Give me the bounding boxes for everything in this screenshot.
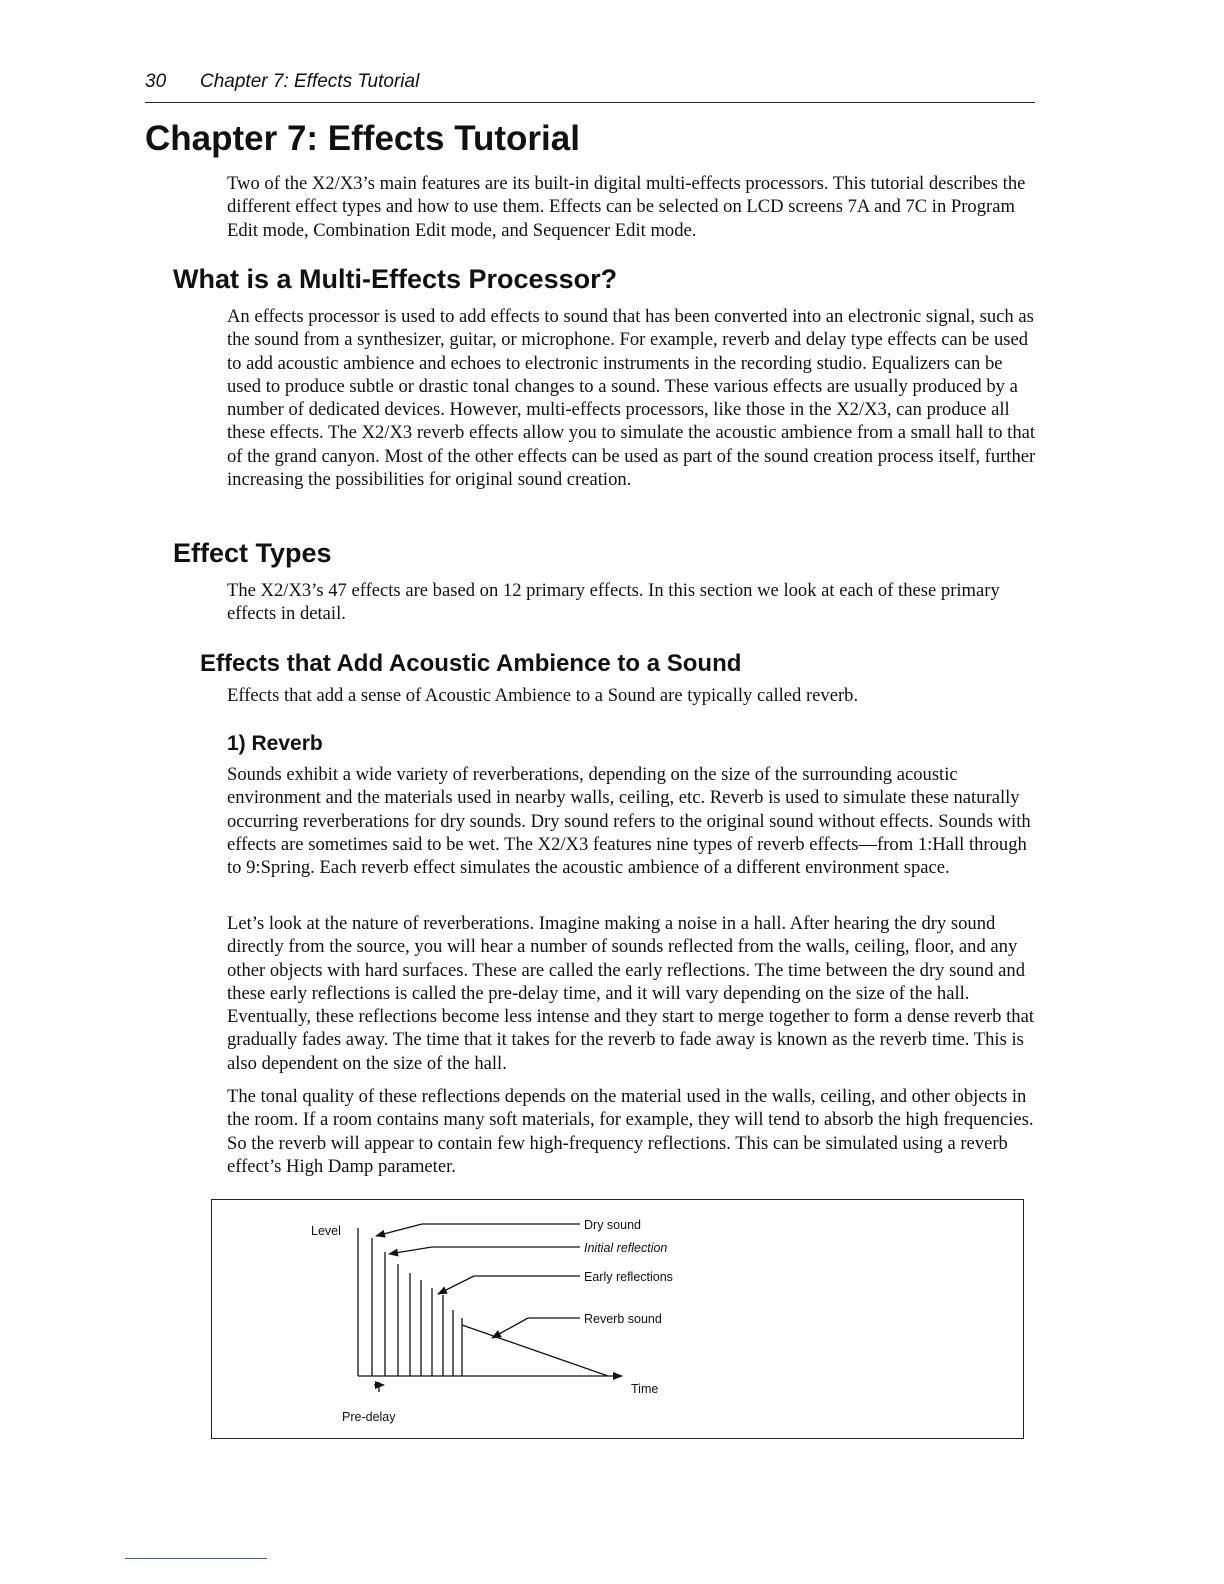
footer-rule — [125, 1558, 267, 1559]
label-early-reflections: Early reflections — [584, 1270, 673, 1284]
early-reflections-pointer — [438, 1276, 474, 1294]
reverb-paragraph-2: Let’s look at the nature of reverberations. Imagine making a noise in a hall. After hearing the dry sound directly from the source, you will hear a number of sounds reflected from the walls, ceiling, floor, and any other objects with hard surfaces. These are called the early reflections. The time between the dry sound and these early reflections is called the pre-delay time, and it will vary depending on the size of the hall. Eventually, these reflections become less intense and they start to merge together to form a dense reverb that gradually fades away. The time that it takes for the reverb to fade away is known as the reverb time. This is also dependent on the size of the hall. — [227, 913, 1034, 1074]
reverb-paragraph-1: Sounds exhibit a wide variety of reverberations, depending on the size of the surrounding acoustic environment and the materials used in nearby walls, ceiling, etc. Reverb is used to simulate these naturally occurring reverberations for dry sounds. Dry sound refers to the original sound without effects. Sounds with effects are sometimes said to be wet. The X2/X3 features nine types of reverb effects—from 1:Hall through to 9:Spring. Each reverb effect simulates the acoustic ambience of a different environment space. — [227, 764, 1031, 879]
initial-reflection-pointer — [389, 1247, 432, 1254]
subsection-body-ambience: Effects that add a sense of Acoustic Ambience to a Sound are typically called reverb. — [227, 685, 859, 706]
dry-sound-pointer — [376, 1224, 422, 1236]
section-heading-multi-effects: What is a Multi-Effects Processor? — [173, 264, 618, 294]
label-pre-delay: Pre-delay — [342, 1410, 396, 1424]
reverb-sound-pointer — [492, 1318, 528, 1338]
label-initial-reflection: Initial reflection — [584, 1241, 668, 1255]
chapter-intro: Two of the X2/X3’s main features are its built-in digital multi-effects processors. This tutorial describes the different effect types and how to use them. Effects can be selected on LCD screens 7A and 7C in Program Edit mode, Combination Edit mode, and Sequencer Edit mode. — [227, 173, 1026, 241]
running-header — [145, 70, 1035, 103]
axis-label-time: Time — [631, 1382, 659, 1396]
page-number: 30 — [145, 71, 167, 92]
section-body-multi-effects: An effects processor is used to add effects to sound that has been converted into an electronic signal, such as the sound from a synthesizer, guitar, or microphone. For example, reverb and delay type effects can be used to add acoustic ambience and echoes to electronic instruments in the recording studio. Equalizers can be used to produce subtle or drastic tonal changes to a sound. These various effects are usually produced by a number of dedicated devices. However, multi-effects processors, like those in the X2/X3, can produce all these effects. The X2/X3 reverb effects allow you to simulate the acoustic ambience from a small hall to that of the grand canyon. Most of the other effects can be used as part of the sound creation process itself, further increasing the possibilities for original sound creation. — [227, 306, 1036, 491]
label-reverb-sound: Reverb sound — [584, 1312, 662, 1326]
reverb-decay — [462, 1325, 608, 1376]
reverb-paragraph-3: The tonal quality of these reflections depends on the material used in the walls, ceiling, and other objects in the room. If a room contains many soft materials, for example, they will tend to absorb the high frequencies. So the reverb will appear to contain few high-frequency reflections. This can be simulated using a reverb effect’s High Damp parameter. — [227, 1086, 1034, 1177]
section-heading-effect-types: Effect Types — [173, 538, 332, 568]
running-title: Chapter 7: Effects Tutorial — [200, 71, 420, 92]
section-body-effect-types: The X2/X3’s 47 effects are based on 12 primary effects. In this section we look at each of these primary effects in detail. — [227, 580, 1000, 625]
reverb-diagram — [211, 1199, 1024, 1439]
axis-label-level: Level — [311, 1224, 341, 1238]
label-dry-sound: Dry sound — [584, 1218, 641, 1232]
subsection-heading-ambience: Effects that Add Acoustic Ambience to a Sound — [200, 650, 742, 677]
reverb-heading: 1) Reverb — [227, 732, 323, 755]
chapter-title: Chapter 7: Effects Tutorial — [145, 119, 580, 158]
